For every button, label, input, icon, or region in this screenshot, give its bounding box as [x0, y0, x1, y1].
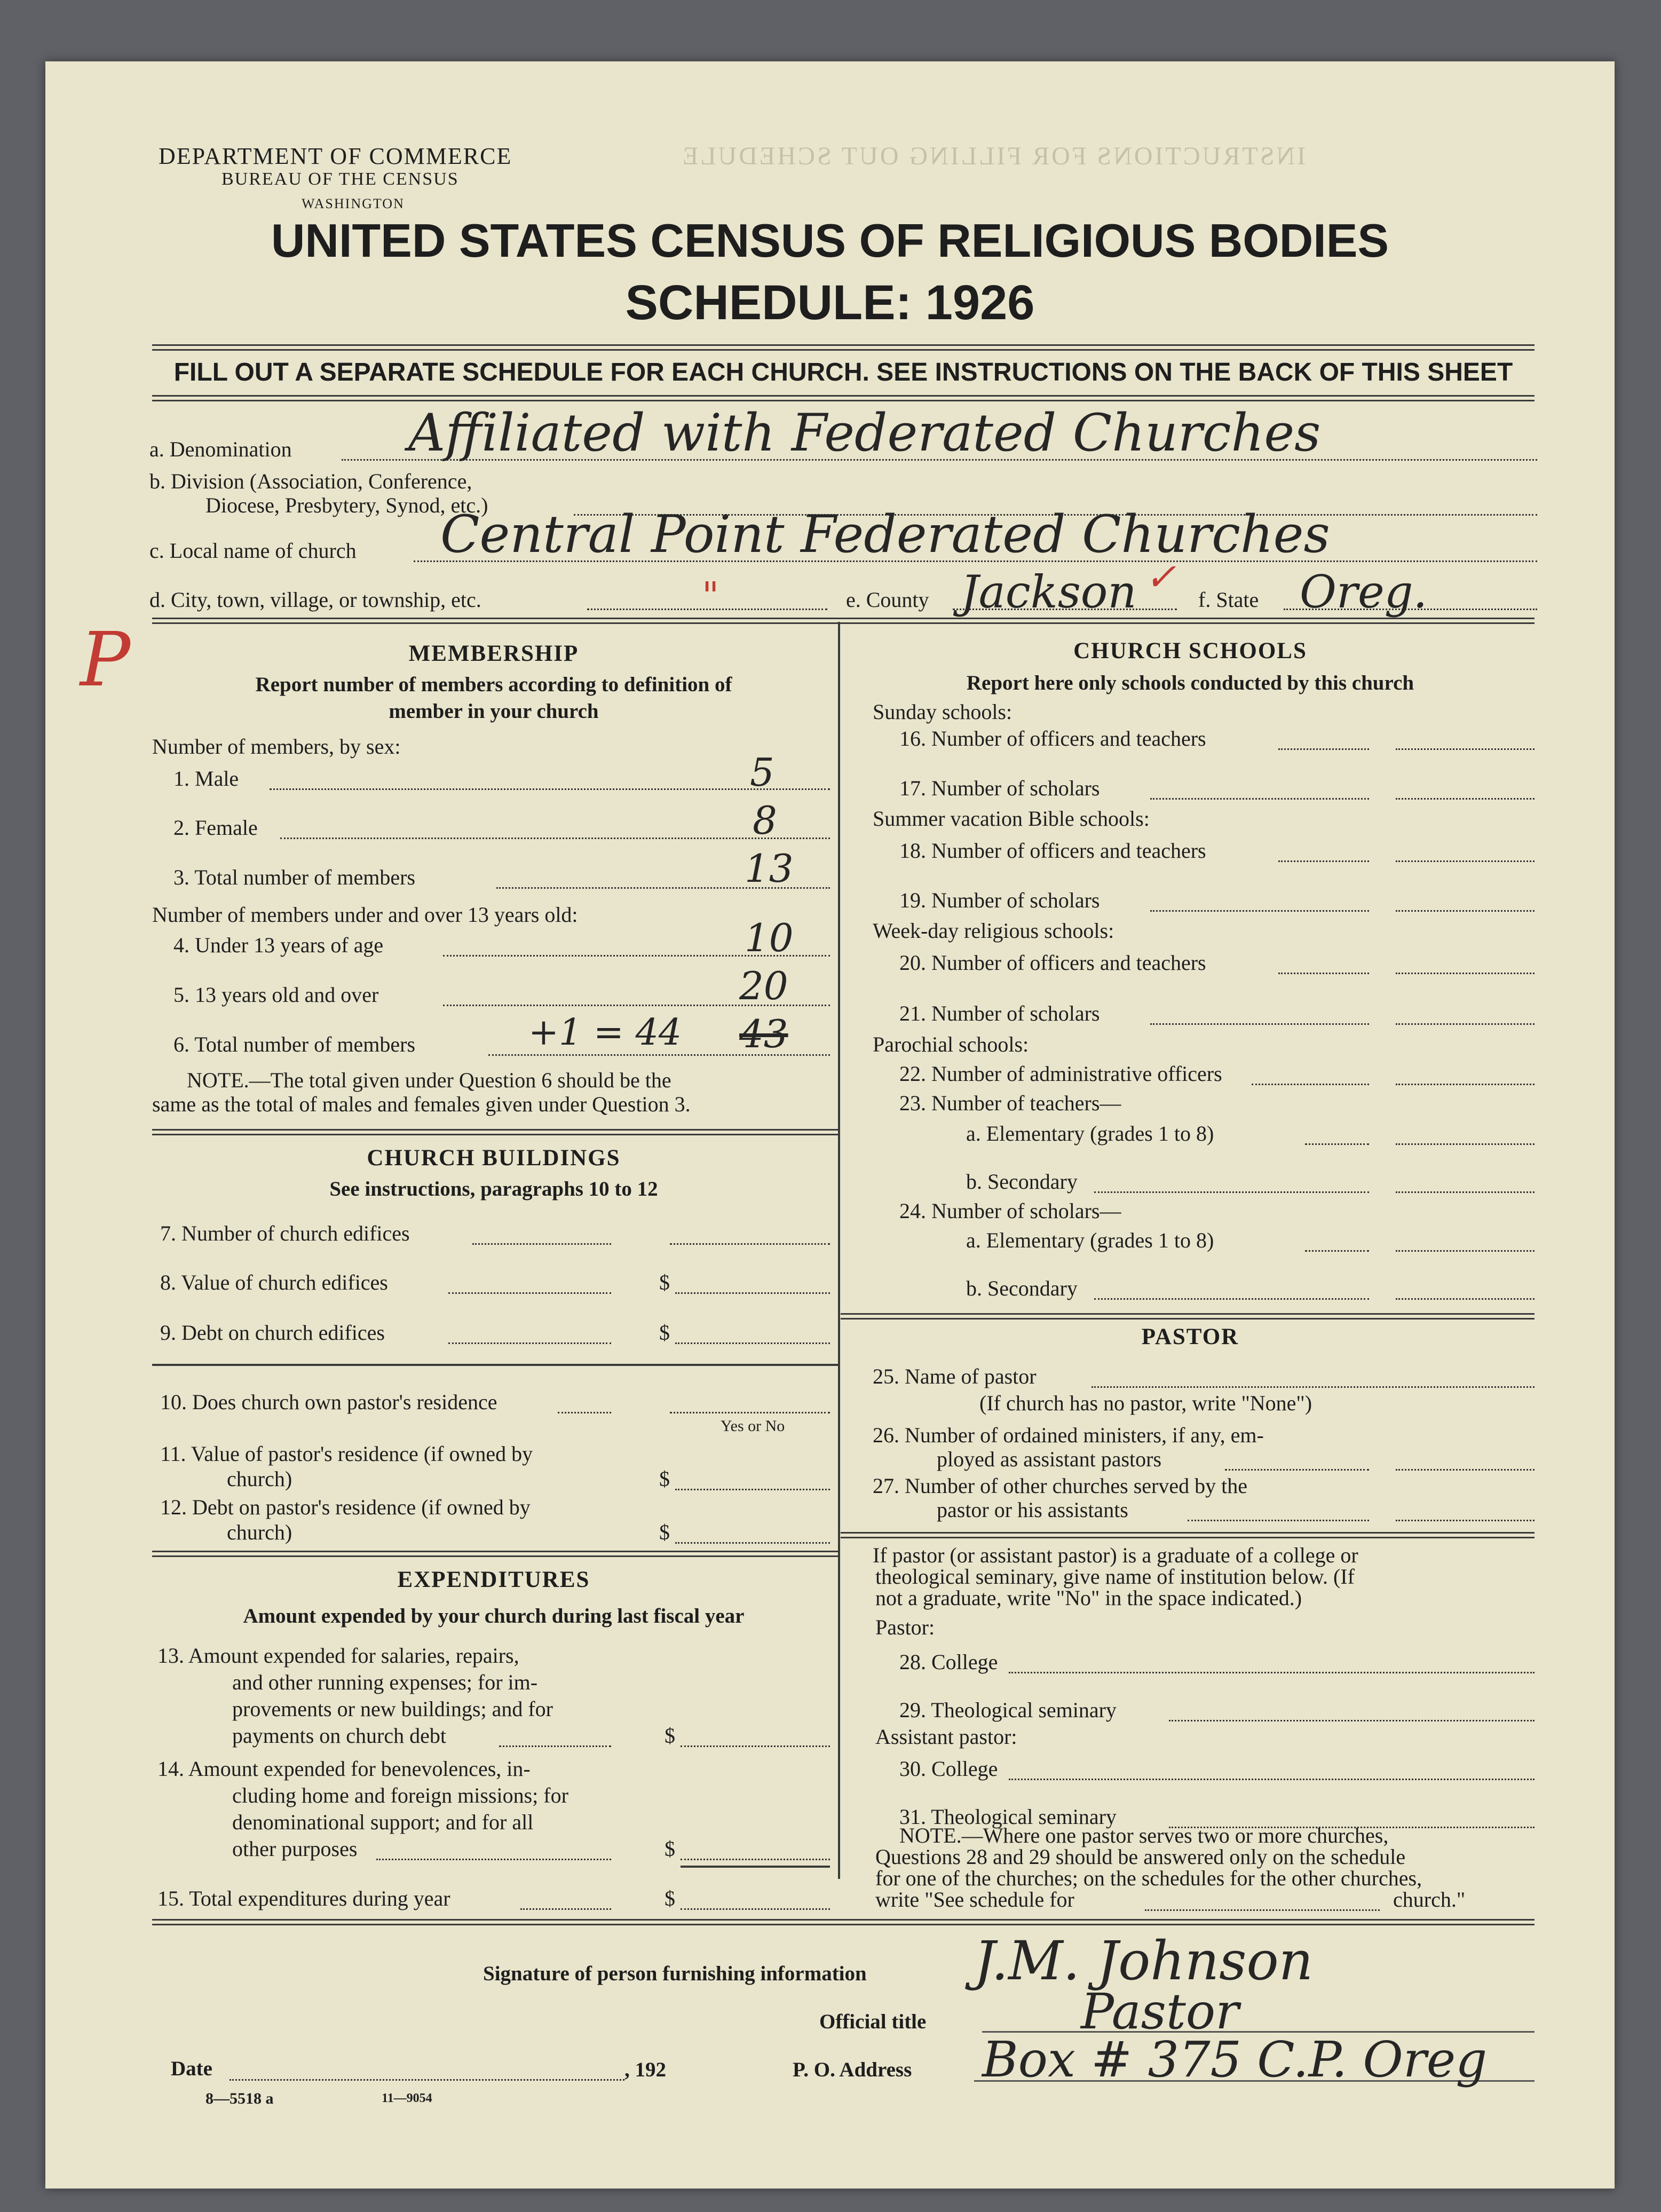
date-field[interactable]	[230, 2079, 624, 2081]
q24b-field[interactable]	[1396, 1298, 1535, 1300]
q19-label: 19. Number of scholars	[899, 888, 1100, 912]
q12-church-label: church)	[227, 1520, 292, 1544]
q16-label: 16. Number of officers and teachers	[899, 726, 1206, 750]
q17-field[interactable]	[1396, 798, 1535, 800]
q9-debt-label: 9. Debt on church edifices	[160, 1321, 385, 1345]
q30-label: 30. College	[899, 1757, 998, 1781]
membership-subtitle-2: member in your church	[389, 700, 599, 723]
q20-field[interactable]	[1396, 973, 1535, 974]
bleed-through-text: INSTRUCTIONS FOR FILLING OUT SCHEDULE	[681, 142, 1306, 170]
q21-field[interactable]	[1396, 1023, 1535, 1025]
margin-mark: P	[80, 617, 131, 704]
q27-label-2: pastor or his assistants	[937, 1498, 1128, 1522]
membership-subtitle: Report number of members according to definition of	[255, 673, 732, 696]
q22-field[interactable]	[1396, 1084, 1535, 1085]
q20-label: 20. Number of officers and teachers	[899, 951, 1206, 975]
po-address-label: P. O. Address	[793, 2058, 912, 2081]
county-label: e. County	[846, 588, 929, 612]
denomination-value[interactable]: Affiliated with Federated Churches	[408, 403, 1321, 463]
membership-title: MEMBERSHIP	[408, 641, 579, 666]
schools-title: CHURCH SCHOOLS	[1073, 638, 1307, 663]
signature-label: Signature of person furnishing information	[483, 1962, 867, 1985]
print-number: 11—9054	[382, 2091, 432, 2105]
q18-field[interactable]	[1396, 860, 1535, 862]
q15-dollar-sign: $	[665, 1886, 675, 1910]
q6-total-label: 6. Total number of members	[173, 1032, 416, 1056]
denomination-label: a. Denomination	[149, 437, 292, 461]
q15-total-field[interactable]	[681, 1908, 830, 1910]
q21-label: 21. Number of scholars	[899, 1001, 1100, 1025]
q23b-field[interactable]	[1396, 1191, 1535, 1193]
q17-label: 17. Number of scholars	[899, 776, 1100, 800]
q14-label-4: other purposes	[232, 1837, 358, 1861]
q22-label: 22. Number of administrative officers	[899, 1062, 1222, 1086]
q5-13-over-value[interactable]: 20	[739, 963, 788, 1008]
q1-male-value[interactable]: 5	[750, 750, 774, 795]
year-label: , 192	[624, 2058, 666, 2081]
schools-subtitle: Report here only schools conducted by this church	[966, 672, 1414, 694]
q11-dollar-sign: $	[659, 1467, 670, 1491]
q13-label-2: and other running expenses; for im-	[232, 1670, 538, 1694]
city-field-label: d. City, town, village, or township, etc.	[149, 588, 481, 612]
q14-amount-field[interactable]	[681, 1859, 830, 1860]
q23-label: 23. Number of teachers—	[899, 1091, 1121, 1115]
q8-value-field[interactable]	[675, 1292, 830, 1294]
graduate-instruction-2: theological seminary, give name of institution below. (If	[875, 1565, 1355, 1589]
q4-under-13-value[interactable]: 10	[745, 915, 794, 960]
yes-no-hint: Yes or No	[721, 1417, 785, 1435]
q10-residence-label: 10. Does church own pastor's residence	[160, 1390, 497, 1414]
local-name-value[interactable]: Central Point Federated Churches	[440, 504, 1330, 564]
form-title: UNITED STATES CENSUS OF RELIGIOUS BODIES	[271, 214, 1389, 267]
pastor-note-4: write "See schedule for	[875, 1887, 1074, 1911]
q27-label-1: 27. Number of other churches served by the	[873, 1474, 1247, 1498]
city-label: WASHINGTON	[302, 196, 405, 211]
q6-adjustment-note: +1 = 44	[528, 1012, 682, 1054]
pastor-note-2: Questions 28 and 29 should be answered only on the schedule	[875, 1845, 1406, 1869]
division-label-2: Diocese, Presbytery, Synod, etc.)	[205, 493, 488, 517]
q30-field[interactable]	[1009, 1779, 1535, 1780]
census-schedule-sheet	[45, 61, 1615, 2189]
q26-field[interactable]	[1396, 1469, 1535, 1471]
schedule-title: SCHEDULE: 1926	[625, 275, 1035, 330]
q26-label-1: 26. Number of ordained ministers, if any, em-	[873, 1423, 1264, 1447]
q6-total-value[interactable]: 43	[739, 1012, 788, 1056]
q14-label-3: denominational support; and for all	[232, 1810, 534, 1834]
q31-label: 31. Theological seminary	[899, 1805, 1117, 1829]
local-name-label: c. Local name of church	[149, 539, 357, 563]
q12-residence-debt-label: 12. Debt on pastor's residence (if owned by	[160, 1495, 531, 1519]
pastor-title: PASTOR	[1141, 1324, 1239, 1349]
q8-dollar-sign: $	[659, 1270, 670, 1294]
q2-female-value[interactable]: 8	[753, 798, 777, 843]
county-value[interactable]: Jackson	[961, 566, 1137, 618]
q1-male-label: 1. Male	[173, 767, 239, 791]
weekday-schools-label: Week-day religious schools:	[873, 919, 1114, 943]
q2-female-label: 2. Female	[173, 816, 258, 840]
check-mark-icon: ✓	[1145, 555, 1176, 599]
q28-field[interactable]	[1009, 1672, 1535, 1673]
official-title-label: Official title	[819, 2010, 927, 2033]
q24-label: 24. Number of scholars—	[899, 1199, 1121, 1223]
expenditures-subtitle: Amount expended by your church during last fiscal year	[243, 1605, 745, 1628]
q27-field[interactable]	[1396, 1520, 1535, 1521]
division-label: b. Division (Association, Conference,	[149, 469, 472, 493]
q11-residence-value-label: 11. Value of pastor's residence (if owned by	[160, 1442, 533, 1466]
department-label: DEPARTMENT OF COMMERCE	[159, 143, 512, 169]
q8-value-label: 8. Value of church edifices	[160, 1270, 388, 1294]
q11-church-label: church)	[227, 1467, 292, 1491]
q7-edifices-field[interactable]	[670, 1243, 830, 1245]
members-by-sex-label: Number of members, by sex:	[152, 734, 401, 759]
q14-dollar-sign: $	[665, 1837, 675, 1861]
q24a-label: a. Elementary (grades 1 to 8)	[966, 1228, 1214, 1252]
q29-label: 29. Theological seminary	[899, 1698, 1117, 1722]
q16-field[interactable]	[1396, 748, 1535, 750]
q13-label-4: payments on church debt	[232, 1724, 446, 1748]
members-by-age-label: Number of members under and over 13 years old:	[152, 903, 578, 927]
q23b-label: b. Secondary	[966, 1170, 1078, 1194]
q13-label-3: provements or new buildings; and for	[232, 1697, 553, 1721]
q23a-field[interactable]	[1396, 1143, 1535, 1145]
q24b-label: b. Secondary	[966, 1276, 1078, 1300]
pastor-note-1: NOTE.—Where one pastor serves two or more churches,	[899, 1823, 1389, 1847]
membership-note-2: same as the total of males and females given under Question 3.	[152, 1092, 691, 1116]
instruction-banner: FILL OUT A SEPARATE SCHEDULE FOR EACH CHURCH. SEE INSTRUCTIONS ON THE BACK OF THIS SHEET	[173, 358, 1513, 386]
q24a-field[interactable]	[1396, 1250, 1535, 1252]
q10-yes-no-field[interactable]	[670, 1412, 830, 1413]
q12-debt-field[interactable]	[675, 1542, 830, 1544]
q26-label-2: ployed as assistant pastors	[937, 1447, 1162, 1471]
buildings-title: CHURCH BUILDINGS	[367, 1146, 621, 1171]
q25-note: (If church has no pastor, write "None")	[979, 1391, 1312, 1415]
q3-total-value[interactable]: 13	[745, 846, 794, 891]
q25-label: 25. Name of pastor	[873, 1364, 1037, 1388]
pastor-note-3: for one of the churches; on the schedules for the other churches,	[875, 1866, 1422, 1890]
signature-value[interactable]: J.M. Johnson	[974, 1930, 1314, 1992]
q12-dollar-sign: $	[659, 1520, 670, 1544]
graduate-instruction: If pastor (or assistant pastor) is a graduate of a college or	[873, 1543, 1358, 1567]
expenditures-title: EXPENDITURES	[397, 1567, 590, 1592]
date-label: Date	[171, 2057, 212, 2080]
q3-total-label: 3. Total number of members	[173, 865, 416, 889]
assistant-pastor-sublabel: Assistant pastor:	[875, 1725, 1017, 1749]
pastor-sublabel: Pastor:	[875, 1615, 935, 1639]
q19-field[interactable]	[1396, 910, 1535, 912]
q15-total-label: 15. Total expenditures during year	[157, 1886, 450, 1910]
see-schedule-field[interactable]	[1145, 1909, 1380, 1911]
q5-13-over-label: 5. 13 years old and over	[173, 983, 379, 1007]
q28-label: 28. College	[899, 1650, 998, 1674]
q14-label-2: cluding home and foreign missions; for	[232, 1783, 568, 1807]
sunday-schools-label: Sunday schools:	[873, 700, 1013, 724]
form-number: 8—5518 a	[205, 2090, 274, 2107]
q13-dollar-sign: $	[665, 1724, 675, 1748]
pastor-note-5: church."	[1393, 1887, 1466, 1911]
q4-under-13-label: 4. Under 13 years of age	[173, 933, 384, 957]
city-value[interactable]: "	[702, 574, 719, 618]
q7-edifices-label: 7. Number of church edifices	[160, 1221, 410, 1245]
q23a-label: a. Elementary (grades 1 to 8)	[966, 1121, 1214, 1146]
summer-schools-label: Summer vacation Bible schools:	[873, 807, 1150, 831]
q29-field[interactable]	[1169, 1720, 1535, 1721]
q14-label-1: 14. Amount expended for benevolences, in-	[157, 1757, 531, 1781]
bureau-label: BUREAU OF THE CENSUS	[222, 169, 459, 189]
q13-label-1: 13. Amount expended for salaries, repairs,	[157, 1644, 519, 1668]
official-title-value[interactable]: Pastor	[1081, 1983, 1239, 2040]
q9-debt-field[interactable]	[675, 1342, 830, 1344]
state-label: f. State	[1198, 588, 1259, 612]
graduate-instruction-3: not a graduate, write "No" in the space indicated.)	[875, 1586, 1302, 1610]
q25-field[interactable]	[1091, 1386, 1535, 1388]
state-value[interactable]: Oreg.	[1300, 566, 1428, 618]
q13-amount-field[interactable]	[681, 1745, 830, 1747]
q11-value-field[interactable]	[675, 1489, 830, 1490]
buildings-subtitle: See instructions, paragraphs 10 to 12	[329, 1178, 658, 1200]
po-address-value[interactable]: Box # 375 C.P. Oreg	[982, 2031, 1488, 2088]
q9-dollar-sign: $	[659, 1321, 670, 1345]
parochial-schools-label: Parochial schools:	[873, 1032, 1029, 1056]
q18-label: 18. Number of officers and teachers	[899, 839, 1206, 863]
membership-note: NOTE.—The total given under Question 6 should be the	[187, 1068, 671, 1092]
